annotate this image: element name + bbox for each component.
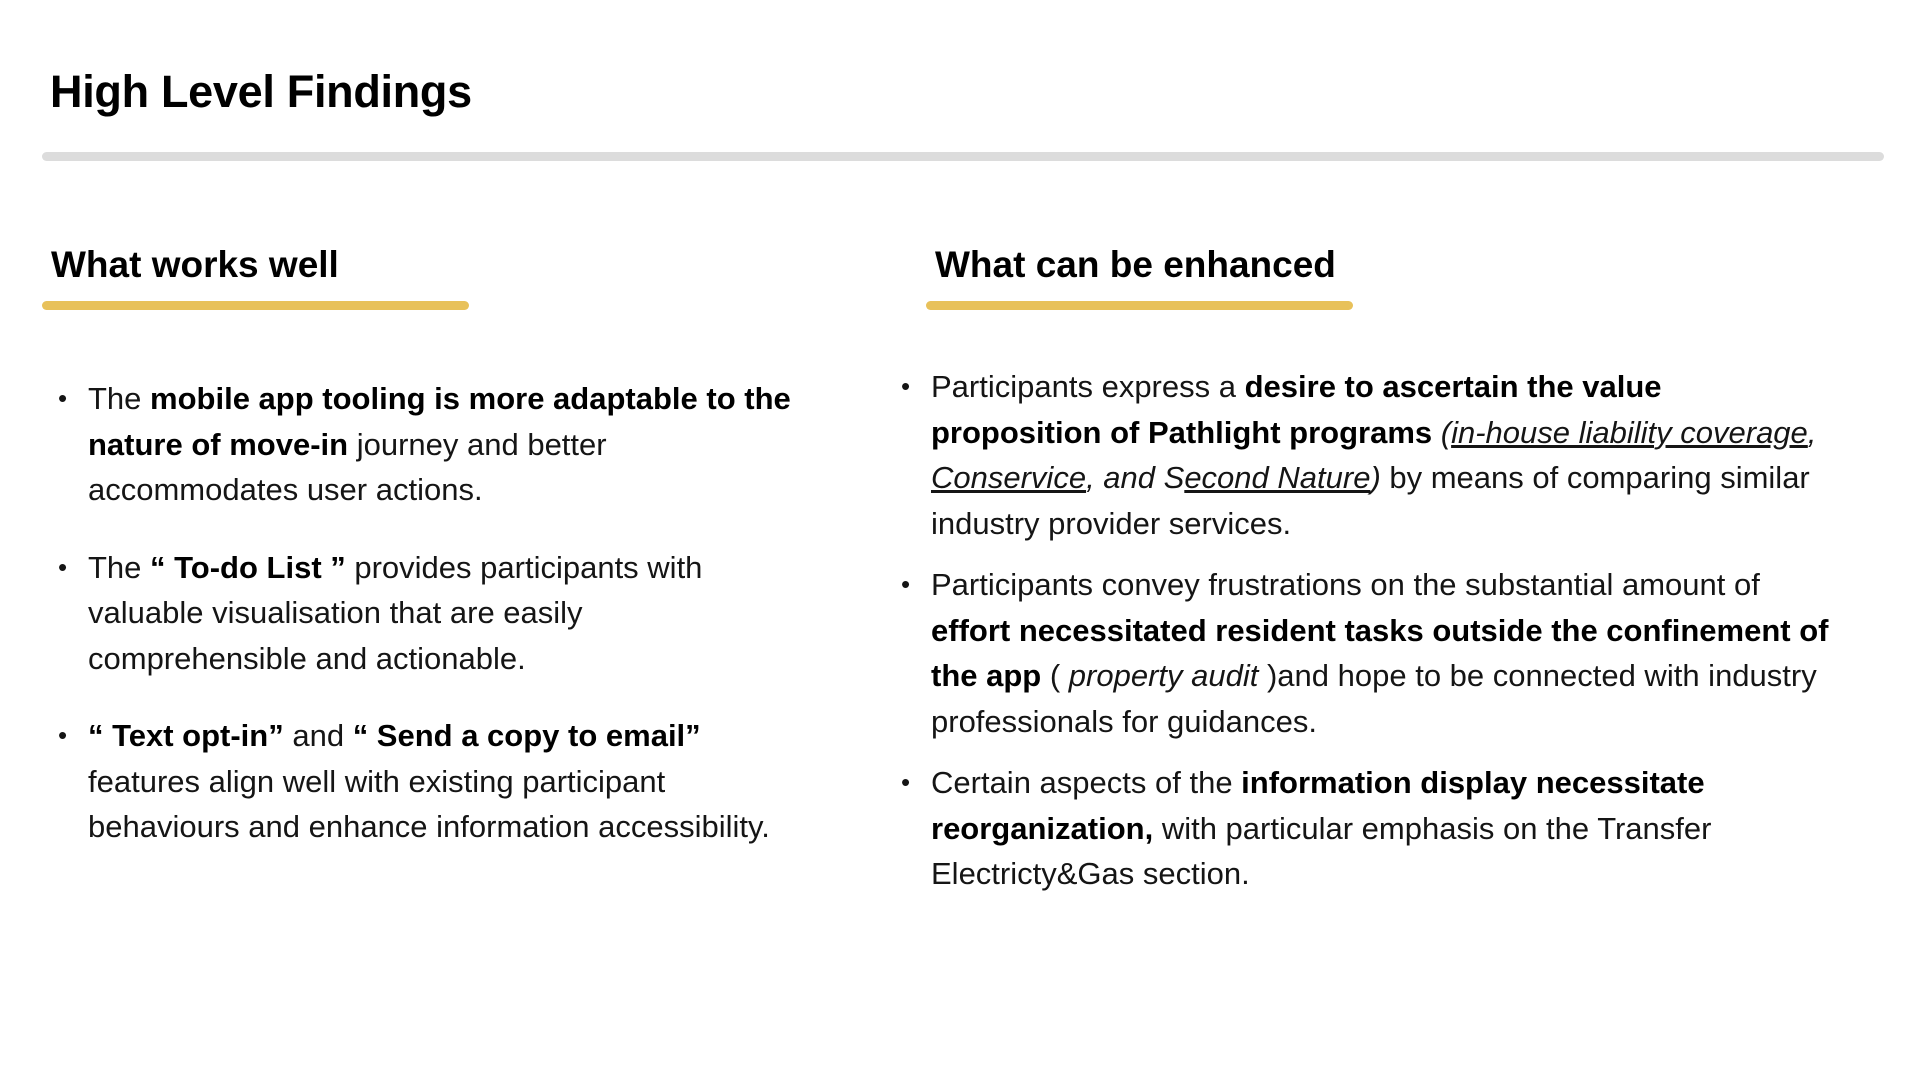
bullet-icon: • <box>58 551 68 582</box>
bullet-icon: • <box>901 569 911 599</box>
bullet-icon: • <box>901 371 911 401</box>
works-well-underline <box>42 301 469 310</box>
list-item: • “ Text opt-in” and “ Send a copy to email” features align well with existing participant behaviours and enhance information accessibility. <box>88 713 808 850</box>
works-well-heading: What works well <box>51 244 339 285</box>
title-divider <box>42 152 1884 161</box>
list-item: • Participants express a desire to ascertain the value proposition of Pathlight programs (in-house liability coverage, Conservice, and Second Nature) by means of comparing similar industry provider services. <box>931 364 1831 546</box>
can-be-enhanced-list <box>901 364 1831 913</box>
bullet-icon: • <box>58 383 68 413</box>
list-item: • Certain aspects of the information display necessitate reorganization, with particular emphasis on the Transfer Electricty&Gas section. <box>931 760 1831 897</box>
can-be-enhanced-underline <box>926 301 1353 310</box>
bullet-icon: • <box>901 767 911 797</box>
page-title: High Level Findings <box>50 66 472 117</box>
list-item: • The “ To-do List ” provides participants with valuable visualisation that are easily comprehensible and actionable. <box>88 545 808 682</box>
list-item: • The mobile app tooling is more adaptable to the nature of move-in journey and better accommodates user actions. <box>88 376 808 513</box>
can-be-enhanced-heading: What can be enhanced <box>935 244 1336 285</box>
bullet-icon: • <box>58 720 68 750</box>
works-well-list <box>58 376 808 882</box>
list-item: • Participants convey frustrations on the substantial amount of effort necessitated resident tasks outside the confinement of the app ( property audit )and hope to be connected with industry professionals for guidances. <box>931 562 1831 744</box>
